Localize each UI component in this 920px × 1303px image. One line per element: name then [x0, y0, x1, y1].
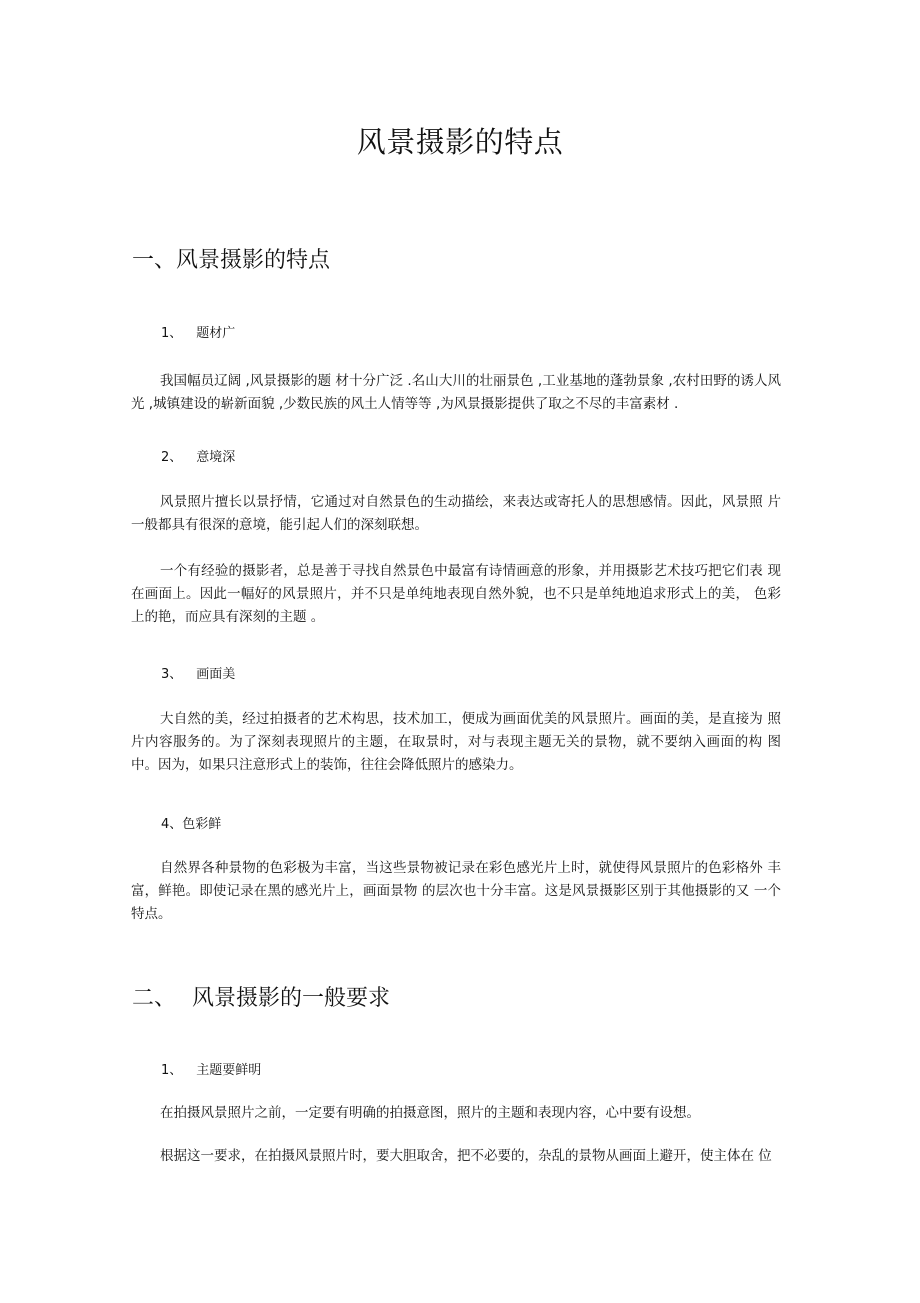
subheading-number: 4、	[161, 817, 183, 832]
document-title: 风景摄影的特点	[356, 125, 564, 159]
paragraph: 自然界各种景物的色彩极为丰富，当这些景物被记录在彩色感光片上时，就使得风景照片的色彩格外 丰富，鲜艳。即使记录在黑的感光片上，画面景物 的层次也十分丰富。这是风景摄影区别于其他摄影的又 一个特点。	[131, 860, 781, 922]
subheading-label: 意境深	[196, 450, 236, 465]
subheading-label: 题材广	[196, 326, 236, 341]
subheading-4	[161, 813, 221, 832]
section-number: 二、	[132, 986, 177, 1011]
paragraph: 在拍摄风景照片之前，一定要有明确的拍摄意图，照片的主题和表现内容，心中要有设想。	[160, 1105, 700, 1121]
section-number: 一、	[132, 248, 177, 273]
paragraph: 我国幅员辽阔 ,风景摄影的题 材十分广泛 .名山大川的壮丽景色 ,工业基地的蓬勃景象 ,农村田野的诱人风光 ,城镇建设的崭新面貌 ,少数民族的风土人情等等 ,为风景摄影提供了取之不尽的丰富素材 .	[131, 373, 781, 412]
section-title: 风景摄影的一般要求	[192, 986, 391, 1011]
subheading-label: 主题要鲜明	[196, 1063, 262, 1078]
subheading-1	[161, 322, 235, 341]
subheading-label: 画面美	[196, 667, 236, 682]
subheading-2	[161, 446, 235, 465]
subheading-number: 1、	[161, 1063, 183, 1078]
paragraph: 一个有经验的摄影者，总是善于寻找自然景色中最富有诗情画意的形象，并用摄影艺术技巧把它们表 现在画面上。因此一幅好的风景照片，并不只是单纯地表现自然外貌，也不只是单纯地追求形式上的美， 色彩上的艳，而应具有深刻的主题 。	[131, 563, 781, 625]
subheading-number: 1、	[161, 326, 183, 341]
subheading-number: 3、	[161, 667, 183, 682]
paragraph: 根据这一要求，在拍摄风景照片时，要大胆取舍，把不必要的，杂乱的景物从画面上避开，使主体在 位	[160, 1148, 772, 1164]
section-title: 风景摄影的特点	[176, 248, 331, 273]
section-heading-2	[132, 981, 390, 1012]
paragraph: 大自然的美，经过拍摄者的艺术构思，技术加工，便成为画面优美的风景照片。画面的美，是直接为 照片内容服务的。为了深刻表现照片的主题，在取景时，对与表现主题无关的景物，就不要纳入画面的构 图中。因为，如果只注意形式上的装饰，往往会降低照片的感染力。	[131, 711, 781, 773]
subheading-3	[161, 663, 235, 682]
subheading-number: 2、	[161, 450, 183, 465]
subheading-label: 色彩鲜	[182, 817, 222, 832]
subheading-5	[161, 1059, 261, 1078]
section-heading-1	[132, 243, 330, 274]
paragraph: 风景照片擅长以景抒情，它通过对自然景色的生动描绘，来表达或寄托人的思想感情。因此，风景照 片一般都具有很深的意境，能引起人们的深刻联想。	[131, 494, 781, 533]
